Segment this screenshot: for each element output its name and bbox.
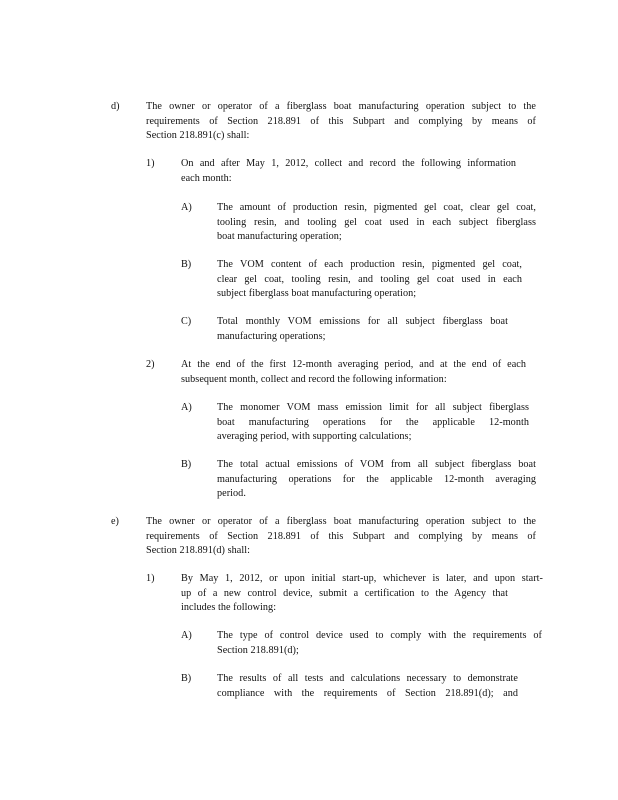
text-line: Section 218.891(d); (217, 644, 299, 656)
text-line: On and after May 1, 2012, collect and record the following information (181, 158, 516, 169)
item-d1-text (181, 157, 516, 186)
subitem-e1a-label: A) (181, 630, 192, 641)
item-d1-label: 1) (146, 158, 155, 169)
text-line: manufacturing operations for the applicable 12-month averaging (217, 473, 536, 485)
paragraph-e-label: e) (111, 516, 119, 527)
text-line: The VOM content of each production resin, pigmented gel coat, (217, 259, 522, 270)
text-line: The monomer VOM mass emission limit for all subject fiberglass (217, 402, 529, 413)
subitem-d1a-text (217, 201, 536, 245)
text-line: By May 1, 2012, or upon initial start-up, whichever is later, and upon start- (181, 573, 543, 584)
subitem-d1b-label: B) (181, 259, 192, 270)
text-line: The results of all tests and calculations necessary to demonstrate (217, 673, 518, 684)
text-line: requirements of Section 218.891 of this Subpart and complying by means of (146, 530, 536, 542)
text-line: Section 218.891(c) shall: (146, 130, 250, 141)
text-line: up of a new control device, submit a certification to the Agency that (181, 587, 508, 599)
text-line: each month: (181, 172, 232, 184)
text-line: compliance with the requirements of Section 218.891(d); and (217, 687, 518, 699)
subitem-d1c-label: C) (181, 316, 192, 327)
text-line: tooling resin, and tooling gel coat used in each subject fiberglass (217, 216, 536, 228)
text-line: boat manufacturing operation; (217, 231, 342, 242)
text-line: subject fiberglass boat manufacturing operation; (217, 288, 417, 299)
item-e1-text (181, 572, 543, 616)
item-d2-text (181, 358, 526, 387)
text-line: The owner or operator of a fiberglass boat manufacturing operation subject to the (146, 516, 536, 527)
item-e1-label: 1) (146, 573, 155, 584)
text-line: The owner or operator of a fiberglass boat manufacturing operation subject to the (146, 101, 536, 112)
text-line: Section 218.891(d) shall: (146, 545, 250, 556)
subitem-d1c-text (217, 315, 508, 344)
text-line: The amount of production resin, pigmented gel coat, clear gel coat, (217, 202, 536, 213)
text-line: boat manufacturing operations for the applicable 12-month (217, 416, 529, 428)
text-line: averaging period, with supporting calculations; (217, 431, 412, 442)
item-d2-label: 2) (146, 359, 155, 370)
text-line: At the end of the first 12-month averaging period, and at the end of each (181, 359, 526, 370)
text-line: includes the following: (181, 602, 277, 613)
subitem-d1b-text (217, 258, 522, 302)
subitem-e1b-text (217, 672, 518, 701)
paragraph-d-label: d) (111, 101, 120, 112)
text-line: period. (217, 488, 246, 499)
paragraph-e-text (146, 515, 536, 559)
text-line: subsequent month, collect and record the following information: (181, 373, 447, 385)
paragraph-d-text (146, 100, 536, 144)
subitem-d2a-text (217, 401, 529, 445)
subitem-d1a-label: A) (181, 202, 192, 213)
subitem-e1a-text (217, 629, 542, 658)
subitem-d2b-label: B) (181, 459, 192, 470)
subitem-d2b-text (217, 458, 536, 502)
text-line: The total actual emissions of VOM from all subject fiberglass boat (217, 459, 536, 470)
text-line: manufacturing operations; (217, 330, 326, 342)
subitem-d2a-label: A) (181, 402, 192, 413)
subitem-e1b-label: B) (181, 673, 192, 684)
text-line: requirements of Section 218.891 of this Subpart and complying by means of (146, 115, 536, 127)
text-line: clear gel coat, tooling resin, and tooling gel coat used in each (217, 273, 522, 285)
text-line: Total monthly VOM emissions for all subject fiberglass boat (217, 316, 508, 327)
text-line: The type of control device used to comply with the requirements of (217, 630, 542, 641)
